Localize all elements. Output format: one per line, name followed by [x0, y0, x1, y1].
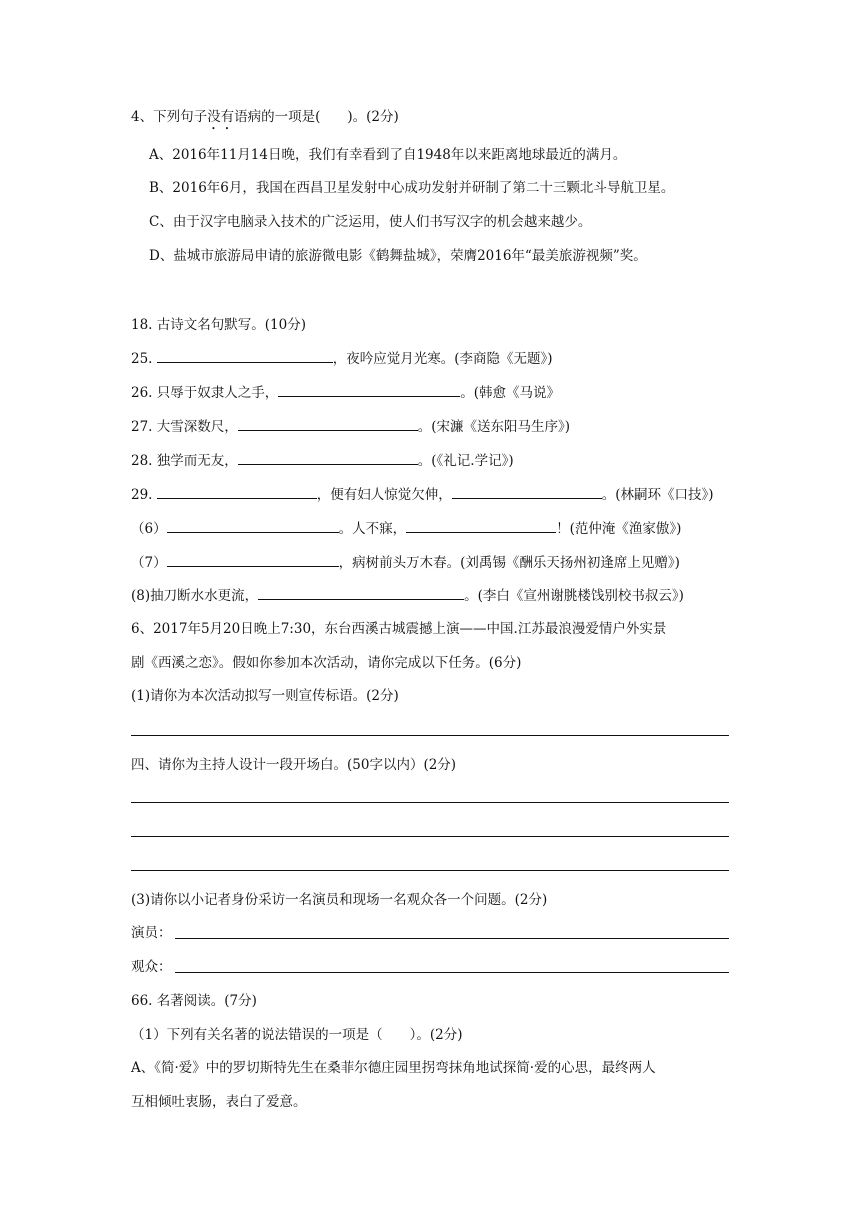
- answer-line[interactable]: [131, 870, 729, 871]
- q4-stem-pre: 4、下列句子: [131, 109, 208, 125]
- answer-blank[interactable]: [452, 484, 602, 499]
- q4-stem-post: 语病的一项是( )。(2分): [234, 109, 399, 125]
- actor-label: 演员：: [131, 925, 172, 941]
- item-text: 。(韩愈《马说》: [460, 385, 561, 401]
- q4-option-d: D、盐城市旅游局申请的旅游微电影《鹤舞盐城》，荣膺2016年“最美旅游视频”奖。: [149, 248, 647, 264]
- item-text: 。(李白《宣州谢朓楼饯别校书叔云》): [464, 588, 684, 604]
- q4-stem: [131, 107, 399, 133]
- audience-answer-line[interactable]: [175, 972, 729, 973]
- q18-item-27: [131, 416, 570, 437]
- answer-blank[interactable]: [238, 416, 418, 431]
- q4-stem-emphasis: 没有: [207, 109, 235, 125]
- item-text: 。(林嗣环《口技》): [601, 487, 714, 503]
- item-text: ，病树前头万木春。(刘禹锡《酬乐天扬州初逢席上见赠》): [338, 555, 680, 571]
- item-number: （6）: [131, 521, 167, 537]
- answer-blank[interactable]: [157, 348, 333, 363]
- item-text: (8)抽刀断水水更流，: [131, 588, 259, 604]
- q66-sub1: （1）下列有关名著的说法错误的一项是（ ）。(2分): [131, 1027, 463, 1043]
- q6-sub1: (1)请你为本次活动拟写一则宣传标语。(2分): [131, 688, 399, 704]
- answer-blank[interactable]: [238, 450, 418, 465]
- q18-item-25: [131, 348, 553, 369]
- answer-blank[interactable]: [167, 518, 339, 533]
- q66-option-a-line2: 互相倾吐衷肠，表白了爱意。: [131, 1094, 307, 1110]
- answer-blank[interactable]: [406, 518, 556, 533]
- q18-item-8: [131, 585, 684, 606]
- q18-title: 18. 古诗文名句默写。(10分): [131, 317, 306, 333]
- item-text: 26. 只辱于奴隶人之手，: [131, 385, 279, 401]
- q6-sub2: 四、请你为主持人设计一段开场白。(50字以内）(2分): [131, 757, 457, 773]
- q18-item-29: [131, 484, 714, 505]
- answer-line[interactable]: [131, 802, 729, 803]
- item-text: 28. 独学而无友，: [131, 453, 238, 469]
- answer-blank[interactable]: [157, 484, 317, 499]
- item-text: ，夜吟应觉月光寒。(李商隐《无题》): [332, 351, 553, 367]
- q66-option-a-line1: A、《简·爱》中的罗切斯特先生在桑菲尔德庄园里拐弯抹角地试探简·爱的心思，最终两人: [131, 1060, 656, 1076]
- answer-blank[interactable]: [258, 585, 464, 600]
- q18-item-7: [131, 552, 680, 573]
- item-text: 27. 大雪深数尺，: [131, 419, 238, 435]
- q4-option-c: C、由于汉字电脑录入技术的广泛运用，使人们书写汉字的机会越来越少。: [149, 214, 592, 230]
- item-text: 。(《礼记.学记》): [417, 453, 514, 469]
- audience-label: 观众：: [131, 959, 172, 975]
- answer-blank[interactable]: [167, 552, 339, 567]
- q6-intro-line2: 剧《西溪之恋》。假如你参加本次活动，请你完成以下任务。(6分): [131, 655, 522, 671]
- q66-title: 66. 名著阅读。(7分): [131, 993, 257, 1009]
- q18-item-28: [131, 450, 514, 471]
- q6-sub3: (3)请你以小记者身份采访一名演员和现场一名观众各一个问题。(2分): [131, 892, 548, 908]
- q4-option-b: B、2016年6月，我国在西昌卫星发射中心成功发射并研制了第二十三颗北斗导航卫星。: [149, 180, 675, 196]
- item-text: ！(范仲淹《渔家傲》): [556, 521, 682, 537]
- item-text: 。(宋濂《送东阳马生序》): [417, 419, 571, 435]
- item-text: 。人不寐，: [338, 521, 407, 537]
- item-number: 29.: [131, 487, 153, 503]
- item-number: （7）: [131, 555, 167, 571]
- answer-line[interactable]: [131, 735, 729, 736]
- item-number: 25.: [131, 351, 153, 367]
- q18-item-6: [131, 518, 681, 539]
- q4-option-a: A、2016年11月14日晚，我们有幸看到了自1948年以来距离地球最近的满月。: [149, 147, 627, 163]
- q18-item-26: [131, 382, 560, 403]
- q6-intro-line1: 6、2017年5月20日晚上7:30，东台西溪古城震撼上演——中国.江苏最浪漫爱情户外实景: [131, 621, 667, 637]
- answer-blank[interactable]: [278, 382, 460, 397]
- item-text: ，便有妇人惊觉欠伸，: [316, 487, 452, 503]
- answer-line[interactable]: [131, 836, 729, 837]
- actor-answer-line[interactable]: [175, 938, 729, 939]
